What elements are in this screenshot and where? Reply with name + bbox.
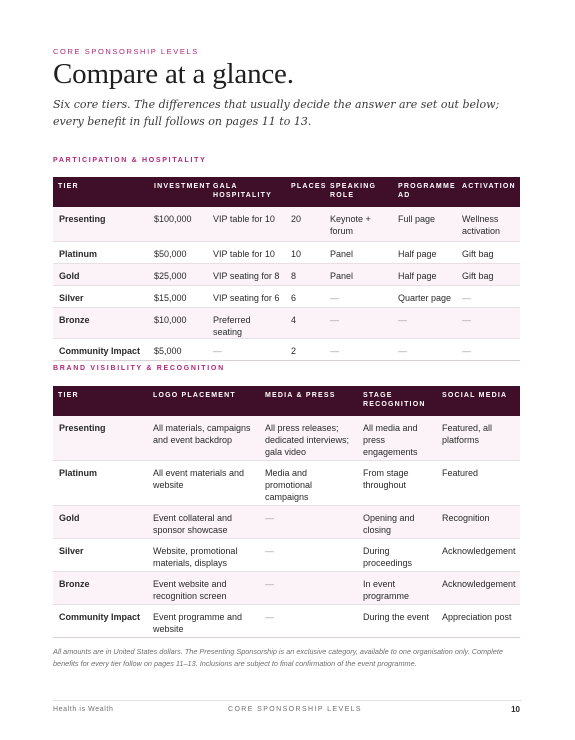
table-cell: All event materials and website bbox=[148, 460, 260, 505]
column-header: PLACES bbox=[291, 183, 327, 190]
table-cell: Half page bbox=[393, 263, 457, 285]
table-cell: 4 bbox=[286, 307, 325, 338]
table-cell: VIP table for 10 bbox=[208, 207, 286, 241]
visibility-table-body bbox=[53, 416, 520, 637]
table-cell: Media and promotional campaigns bbox=[260, 460, 358, 505]
table-cell: From stage throughout bbox=[358, 460, 437, 505]
table-cell: Panel bbox=[325, 263, 393, 285]
page-title: Compare at a glance. bbox=[53, 58, 294, 90]
tier-name-cell: Platinum bbox=[53, 241, 149, 263]
table-cell: Wellness activation bbox=[457, 207, 520, 241]
table-cell: Featured bbox=[437, 460, 520, 505]
table-cell: — bbox=[457, 285, 520, 307]
table-cell: Acknowledgement bbox=[437, 538, 520, 571]
footer-section-title: CORE SPONSORSHIP LEVELS bbox=[228, 706, 362, 713]
table-cell: $50,000 bbox=[149, 241, 208, 263]
column-header: LOGO PLACEMENT bbox=[153, 392, 236, 399]
column-header: SPEAKING ROLE bbox=[330, 183, 377, 199]
eyebrow-label: CORE SPONSORSHIP LEVELS bbox=[53, 47, 199, 56]
visibility-table bbox=[53, 386, 520, 638]
table-cell: Recognition bbox=[437, 505, 520, 538]
table-cell: — bbox=[260, 571, 358, 604]
intro-text: Six core tiers. The differences that usually decide the answer are set out below; every benefit in full follows on pages 11 to 13. bbox=[53, 98, 500, 128]
table-row bbox=[53, 307, 520, 338]
table-cell: 10 bbox=[286, 241, 325, 263]
table-row bbox=[53, 505, 520, 538]
tier-name-cell: Community Impact bbox=[53, 338, 149, 360]
table-cell: — bbox=[208, 338, 286, 360]
table-cell: During the event bbox=[358, 604, 437, 637]
table-cell: Full page bbox=[393, 207, 457, 241]
table-cell: — bbox=[457, 307, 520, 338]
table-row bbox=[53, 538, 520, 571]
table-row bbox=[53, 571, 520, 604]
table-cell: — bbox=[457, 338, 520, 360]
table-header-row bbox=[53, 386, 520, 416]
tier-name-cell: Gold bbox=[53, 505, 148, 538]
table-row bbox=[53, 416, 520, 460]
table-cell: — bbox=[260, 505, 358, 538]
table-row bbox=[53, 460, 520, 505]
table-cell: $10,000 bbox=[149, 307, 208, 338]
table-cell: — bbox=[260, 538, 358, 571]
table-cell: Panel bbox=[325, 241, 393, 263]
tier-name-cell: Silver bbox=[53, 538, 148, 571]
tier-name-cell: Bronze bbox=[53, 571, 148, 604]
table-cell: Opening and closing bbox=[358, 505, 437, 538]
table-cell: — bbox=[260, 604, 358, 637]
tier-name-cell: Presenting bbox=[53, 416, 148, 460]
table-cell: Event website and recognition screen bbox=[148, 571, 260, 604]
table-row bbox=[53, 338, 520, 360]
table-cell: Featured, all platforms bbox=[437, 416, 520, 460]
table-cell: $15,000 bbox=[149, 285, 208, 307]
footer-divider bbox=[53, 700, 522, 701]
table-cell: Website, promotional materials, displays bbox=[148, 538, 260, 571]
tier-name-cell: Gold bbox=[53, 263, 149, 285]
table-cell: — bbox=[393, 338, 457, 360]
table-cell: Quarter page bbox=[393, 285, 457, 307]
tier-name-cell: Presenting bbox=[53, 207, 149, 241]
table-cell: VIP seating for 8 bbox=[208, 263, 286, 285]
tier-name-cell: Bronze bbox=[53, 307, 149, 338]
table-cell: All media and press engagements bbox=[358, 416, 437, 460]
table-cell: Gift bag bbox=[457, 263, 520, 285]
participation-table-body bbox=[53, 207, 520, 360]
column-header: MEDIA & PRESS bbox=[265, 392, 336, 399]
column-header: SOCIAL MEDIA bbox=[442, 392, 508, 399]
table-cell: Acknowledgement bbox=[437, 571, 520, 604]
table-cell: 2 bbox=[286, 338, 325, 360]
column-header: PROGRAMME AD bbox=[398, 183, 456, 199]
column-header: INVESTMENT bbox=[154, 183, 212, 190]
tier-name-cell: Community Impact bbox=[53, 604, 148, 637]
table-cell: Gift bag bbox=[457, 241, 520, 263]
table-cell: — bbox=[393, 307, 457, 338]
table-cell: $25,000 bbox=[149, 263, 208, 285]
tier-name-cell: Platinum bbox=[53, 460, 148, 505]
table-cell: — bbox=[325, 285, 393, 307]
table-cell: — bbox=[325, 307, 393, 338]
table-row bbox=[53, 285, 520, 307]
tier-name-cell: Silver bbox=[53, 285, 149, 307]
table-header-row bbox=[53, 177, 520, 207]
table-cell: — bbox=[325, 338, 393, 360]
table-cell: Preferred seating bbox=[208, 307, 286, 338]
column-header: ACTIVATION bbox=[462, 183, 516, 190]
table-cell: VIP seating for 6 bbox=[208, 285, 286, 307]
table-cell: 20 bbox=[286, 207, 325, 241]
column-header: TIER bbox=[58, 392, 79, 399]
footer-brand: Health is Wealth bbox=[53, 706, 114, 713]
table-cell: All press releases; dedicated interviews; gala video bbox=[260, 416, 358, 460]
table-cell: $5,000 bbox=[149, 338, 208, 360]
table-cell: $100,000 bbox=[149, 207, 208, 241]
footnote: All amounts are in United States dollars. The Presenting Sponsorship is an exclusive category, available to one organisation only. Complete benefits for every tier follow on pages 11–13. Inclusions are subject to final confirmation of the event programme. bbox=[53, 647, 503, 668]
section-label-visibility: BRAND VISIBILITY & RECOGNITION bbox=[53, 365, 225, 372]
table-cell: During proceedings bbox=[358, 538, 437, 571]
table-cell: All materials, campaigns and event backdrop bbox=[148, 416, 260, 460]
column-header: STAGE RECOGNITION bbox=[363, 392, 426, 408]
table-cell: Half page bbox=[393, 241, 457, 263]
table-cell: Appreciation post bbox=[437, 604, 520, 637]
table-row bbox=[53, 207, 520, 241]
table-cell: In event programme bbox=[358, 571, 437, 604]
participation-table bbox=[53, 177, 520, 361]
section-label-participation: PARTICIPATION & HOSPITALITY bbox=[53, 157, 207, 164]
table-cell: Event programme and website bbox=[148, 604, 260, 637]
table-cell: Keynote + forum bbox=[325, 207, 393, 241]
table-cell: Event collateral and sponsor showcase bbox=[148, 505, 260, 538]
column-header: TIER bbox=[58, 183, 79, 190]
table-cell: 8 bbox=[286, 263, 325, 285]
table-cell: VIP table for 10 bbox=[208, 241, 286, 263]
table-row bbox=[53, 604, 520, 637]
column-header: GALA HOSPITALITY bbox=[213, 183, 272, 199]
page-number: 10 bbox=[511, 705, 520, 714]
table-cell: 6 bbox=[286, 285, 325, 307]
table-row bbox=[53, 263, 520, 285]
table-row bbox=[53, 241, 520, 263]
